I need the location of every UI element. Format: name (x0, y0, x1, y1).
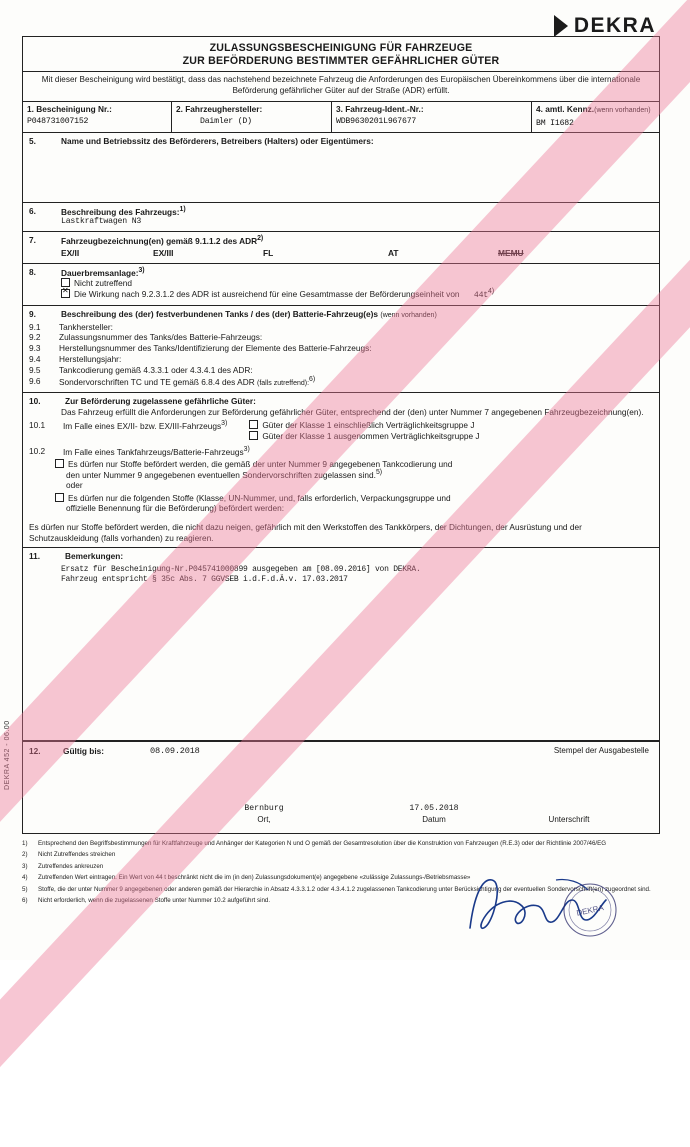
section-9-item (29, 322, 653, 332)
dekra-logo (554, 14, 656, 38)
brand-name: DEKRA (573, 14, 656, 37)
field-4-num: 4. (536, 103, 543, 114)
section-9-5-text: Tankcodierung gemäß 4.3.3.1 oder 4.3.4.1 des ADR: (59, 364, 253, 375)
field-4-value: BM I1682 (536, 118, 574, 128)
section-11 (23, 548, 659, 741)
intro-paragraph: Mit dieser Bescheinigung wird bestätigt, dass das nachstehend bezeichnete Fahrzeug die Anforderungen des Europäischen Übereinkommens über die internationale Beförderung gefährlicher Güter auf der Straße (ADR) erfüllt. (23, 72, 659, 101)
section-12-label: Gültig bis: (63, 746, 105, 757)
identification-row (23, 102, 659, 133)
section-10-2-option-1-line1: Es dürfen nur Stoffe befördert werden, die gemäß der unter Nummer 9 angegebenen Tankcodierung und (68, 458, 453, 469)
date-value: 17.05.2018 (409, 804, 459, 814)
section-10-2-option-1[interactable] (55, 459, 653, 491)
form-code: DEKRA 452 - 06.00 (4, 720, 11, 790)
section-8-mass-value: 44t (473, 291, 489, 301)
section-7-codes (61, 248, 653, 259)
title-line-2: ZUR BEFÖRDERUNG BESTIMMTER GEFÄHRLICHER GÜTER (182, 55, 500, 68)
field-3-num: 3. (336, 103, 343, 114)
section-9-5-num: 9.5 (29, 364, 41, 375)
field-4-label: amtl. Kennz. (545, 103, 595, 114)
section-10-2-option-2-line1: Es dürfen nur die folgenden Stoffe (Klasse, UN-Nummer, und, falls erforderlich, Verpackungsgruppe und (68, 492, 451, 503)
footnote-item (22, 886, 660, 895)
section-10-label: Zur Beförderung zugelassene gefährliche Güter: (65, 396, 256, 407)
section-9-item (29, 332, 653, 342)
section-11-num: 11. (29, 551, 41, 562)
section-11-value-line-1: Ersatz für Bescheinigung-Nr.P045741000899 ausgegeben am [08.09.2016] von DEKRA. (61, 564, 421, 574)
footnote-3-num: 3) (22, 862, 28, 870)
section-10-2-option-1-line2: den unter Nummer 9 angegebenen eventuellen Sondervorschriften zugelassen sind. (66, 470, 376, 481)
section-10-1-sup: 3) (221, 420, 228, 428)
section-8-option-1[interactable] (61, 278, 653, 288)
footnote-item (22, 863, 660, 872)
checkbox-tank-coded-substances[interactable] (55, 459, 64, 468)
section-9-2-num: 9.2 (29, 332, 41, 343)
section-9-2-text: Zulassungsnummer des Tanks/des Batterie-Fahrzeugs: (59, 332, 263, 343)
place-caption: Ort, (257, 815, 271, 825)
section-8-sup: 3) (138, 266, 145, 274)
field-1-num: 1. (27, 103, 34, 114)
section-9-6-text: Sondervorschriften TC und TE gemäß 6.8.4 des ADR (59, 376, 255, 387)
section-11-label: Bemerkungen: (65, 551, 124, 562)
triangle-logo-icon (554, 15, 568, 37)
section-5-label: Name und Betriebssitz des Beförderers, Betreibers (Halters) oder Eigentümers: (61, 135, 374, 146)
section-9-1-num: 9.1 (29, 321, 41, 332)
section-6 (23, 203, 659, 232)
signature-field (509, 804, 629, 825)
section-10-1-option-1[interactable] (249, 420, 479, 430)
place-value: Bernburg (244, 804, 284, 814)
footnote-5-num: 5) (22, 885, 28, 893)
adr-code-at: AT (388, 248, 399, 259)
footnote-5-text: Stoffe, die der unter Nummer 9 angegebenen oder anderen gemäß der Hierarchie in Absatz 4.3.3.1.2 oder 4.3.4.1.2 zugelassenen Tankcodierung unter Berücksichtigung der eventuellen Sondervorschrift(en) zugeordnet sind. (38, 885, 651, 893)
field-2-value: Daimler (D) (200, 117, 252, 127)
section-9-4-text: Herstellungsjahr: (59, 354, 122, 365)
section-9-note: (wenn vorhanden) (380, 312, 437, 320)
checkbox-brake-effective[interactable] (61, 289, 70, 298)
checkbox-class1-with-j[interactable] (249, 420, 258, 429)
section-9-num: 9. (29, 309, 36, 320)
field-3-value: WDB9630201L967677 (336, 117, 417, 127)
section-7 (23, 232, 659, 264)
footnote-item (22, 840, 660, 849)
certificate-frame (22, 36, 660, 834)
section-9-item (29, 376, 653, 389)
section-9-3-text: Herstellungsnummer des Tanks/Identifizierung der Elemente des Batterie-Fahrzeugs: (59, 343, 372, 354)
section-8-option-2-label: Die Wirkung nach 9.2.3.1.2 des ADR ist ausreichend für eine Gesamtmasse der Beförderungseinheit von (74, 289, 460, 300)
footnote-item (22, 897, 660, 906)
section-10-footer: Es dürfen nur Stoffe befördert werden, die nicht dazu neigen, gefährlich mit den Werkstoffen des Tankkörpers, der Dichtungen, der Ausrüstung und der Schutzauskleidung (falls vorhanden) zu reagieren. (29, 522, 582, 543)
section-10-2 (29, 446, 653, 457)
section-6-value: Lastkraftwagen N3 (61, 216, 142, 226)
checkbox-listed-substances[interactable] (55, 493, 64, 502)
signature-caption: Unterschrift (548, 815, 590, 825)
section-9-item (29, 343, 653, 353)
section-10-1-option-2-label: Güter der Klasse 1 ausgenommen Verträglichkeitsgruppe J (262, 431, 480, 442)
section-10-1 (29, 420, 653, 442)
footnote-6-num: 6) (22, 897, 28, 905)
footnote-item (22, 874, 660, 883)
section-8-option-2[interactable] (61, 288, 653, 301)
section-10-2-num: 10.2 (29, 445, 46, 456)
place-field (169, 804, 359, 825)
section-10-2-option-1-sup: 5) (375, 469, 383, 477)
section-7-label: Fahrzeugbezeichnung(en) gemäß 9.1.1.2 des ADR (61, 235, 258, 246)
section-9-6-note: (falls zutreffend): (257, 379, 310, 387)
footnote-4-num: 4) (22, 874, 28, 882)
date-field (359, 804, 509, 825)
field-vin (331, 102, 531, 132)
footnote-4-text: Zutreffenden Wert eintragen. Ein Wert von 44 t beschränkt nicht die im (in den) Zulassungsdokument(e) angegebene «zulässige Zulassungs-/Betriebsmasse» (38, 874, 471, 882)
field-1-label: Bescheinigung Nr.: (36, 103, 112, 114)
footnote-2-num: 2) (22, 851, 28, 859)
section-8 (23, 264, 659, 307)
section-9-6-num: 9.6 (29, 375, 41, 386)
section-9-label: Beschreibung des (der) festverbundenen Tanks / des (der) Batterie-Fahrzeug(e)s (61, 309, 379, 320)
section-11-value-line-2: Fahrzeug entspricht § 35c Abs. 7 GGVSEB i.d.F.d.Ä.v. 17.03.2017 (61, 575, 348, 585)
section-9-6-sup: 6) (309, 375, 316, 383)
section-8-label: Dauerbremsanlage: (61, 267, 139, 278)
section-9 (23, 306, 659, 393)
section-9-4-num: 9.4 (29, 354, 41, 365)
section-10-2-option-2[interactable] (55, 493, 653, 514)
section-8-option-2-sup: 4) (488, 288, 495, 296)
section-10 (23, 393, 659, 548)
section-10-1-text: Im Falle eines EX/II- bzw. EX/III-Fahrzeugs (63, 420, 222, 431)
section-10-2-or: oder (66, 480, 83, 491)
section-10-2-option-2-line2: offizielle Benennung für die Beförderung) befördert werden: (66, 503, 285, 514)
section-8-num: 8. (29, 266, 36, 277)
section-10-num: 10. (29, 396, 41, 407)
section-7-sup: 2) (257, 235, 264, 243)
section-9-item (29, 365, 653, 375)
title-line-1: ZULASSUNGSBESCHEINIGUNG FÜR FAHRZEUGE (209, 42, 473, 54)
section-9-item (29, 354, 653, 364)
section-10-1-option-2[interactable] (249, 431, 479, 441)
adr-code-fl: FL (263, 248, 274, 259)
section-10-intro: Das Fahrzeug erfüllt die Anforderungen zur Beförderung gefährlicher Güter, entsprechend der (den) unter Nummer 7 angegebenen Fahrzeugbezeichnung(en). (61, 406, 644, 417)
field-manufacturer (171, 102, 331, 132)
field-plate (531, 102, 659, 132)
section-12-num: 12. (29, 746, 41, 757)
footnote-2-text: Nicht Zutreffendes streichen (38, 851, 116, 859)
field-2-label: Fahrzeughersteller: (185, 103, 263, 114)
adr-code-ex2: EX/II (61, 248, 80, 259)
signature-row (23, 804, 659, 829)
footnote-1-text: Entsprechend den Begriffsbestimmungen für Kraftfahrzeuge und Anhänger der Kategorien N und O gemäß der Gesamtresolution über die Konstruktion von Fahrzeugen (R.E.3) oder der Richtlinie 2007/46/EG (38, 840, 607, 847)
section-10-1-num: 10.1 (29, 420, 46, 431)
section-10-1-option-1-label: Güter der Klasse 1 einschließlich Verträglichkeitsgruppe J (262, 420, 475, 431)
section-5-num: 5. (29, 135, 36, 146)
section-6-label: Beschreibung des Fahrzeugs: (61, 206, 180, 217)
section-7-num: 7. (29, 235, 36, 246)
section-9-3-num: 9.3 (29, 343, 41, 354)
field-3-label: Fahrzeug-Ident.-Nr.: (345, 103, 424, 114)
section-8-option-1-label: Nicht zutreffend (74, 277, 132, 288)
section-10-2-text: Im Falle eines Tankfahrzeugs/Batterie-Fahrzeugs (63, 446, 244, 457)
footnote-6-text: Nicht erforderlich, wenn die zugelassenen Stoffe unter Nummer 10.2 aufgeführt sind. (38, 897, 271, 905)
field-certificate-number (23, 102, 171, 132)
field-2-num: 2. (176, 103, 183, 114)
section-6-num: 6. (29, 205, 36, 216)
field-1-value: P048731007152 (27, 117, 89, 127)
section-5 (23, 133, 659, 203)
certificate-title (23, 37, 659, 72)
svg-text:DEKRA: DEKRA (575, 903, 605, 918)
adr-code-ex3: EX/III (153, 248, 174, 259)
footnote-1-num: 1) (22, 840, 28, 847)
section-6-sup: 1) (179, 205, 186, 213)
adr-code-memu: MEMU (498, 248, 524, 259)
stamp-caption: Stempel der Ausgabestelle (553, 746, 649, 756)
section-9-1-text: Tankhersteller: (59, 321, 113, 332)
footnotes (22, 840, 660, 909)
checkbox-class1-without-j[interactable] (249, 431, 258, 440)
section-12 (23, 741, 659, 804)
section-12-valid-until-value: 08.09.2018 (150, 746, 200, 757)
field-4-note: (wenn vorhanden) (594, 106, 651, 114)
footnote-item (22, 851, 660, 860)
section-10-2-sup: 3) (243, 445, 250, 453)
date-caption: Datum (422, 815, 446, 825)
footnote-3-text: Zutreffendes ankreuzen (38, 862, 104, 870)
